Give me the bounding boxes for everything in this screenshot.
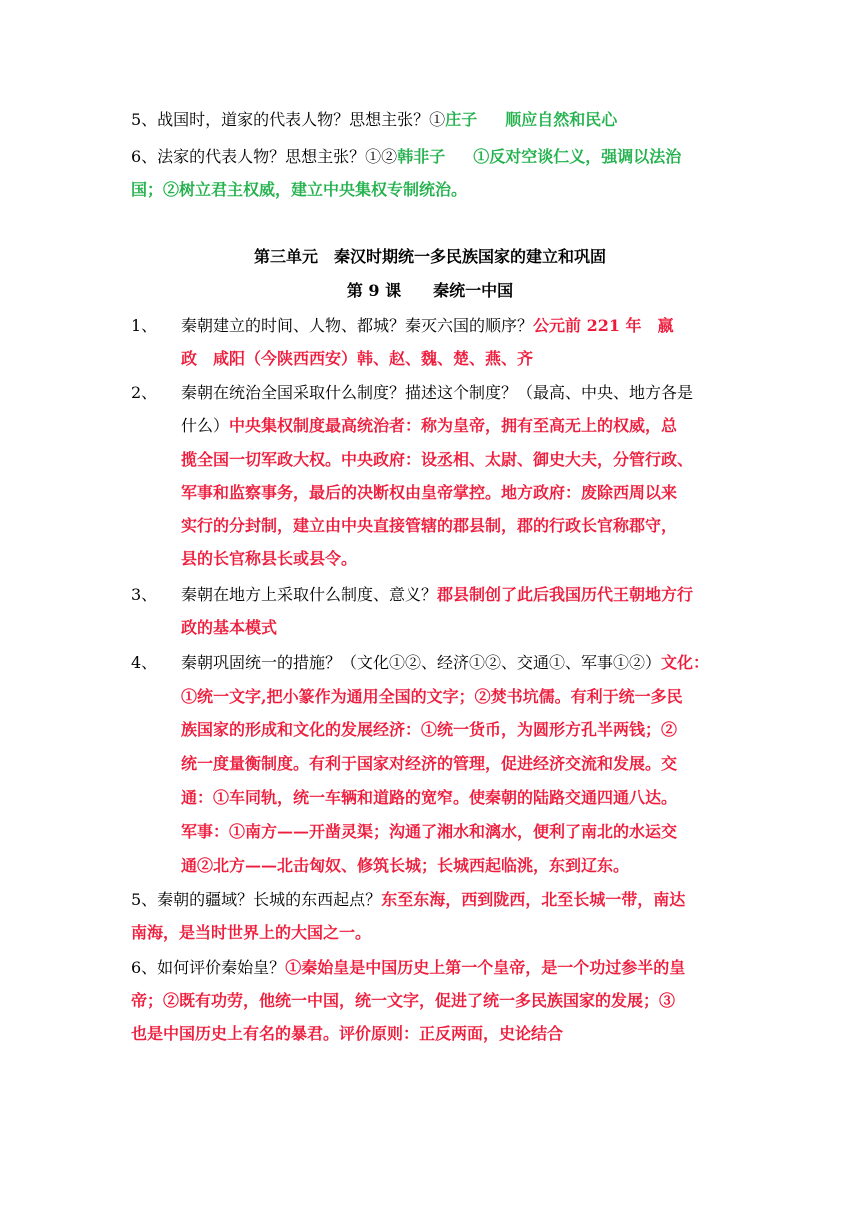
q6-question: 6、法家的代表人物？思想主张？①②	[131, 147, 398, 166]
unit-title: 第三单元 秦汉时期统一多民族国家的建立和巩固	[253, 247, 606, 266]
item-3-question: 秦朝在地方上采取什么制度、意义？	[181, 585, 438, 604]
item-4-line	[181, 651, 731, 675]
q6b-answer-line2: 帝；②既有功劳，他统一中国，统一文字，促进了统一多民族国家的发展；③	[131, 991, 676, 1010]
item-2-answer-line: 实行的分封制，建立由中央直接管辖的郡县制，郡的行政长官称郡守，	[181, 516, 678, 535]
q6b-line	[131, 956, 731, 980]
q6b-question: 6、如何评价秦始皇？	[131, 958, 286, 977]
q6-person: 韩非子	[397, 147, 446, 166]
q5b-line	[131, 888, 731, 912]
lesson-title: 第 9 课 秦统一中国	[346, 281, 514, 300]
item-2-answer-line: 县的长官称县长或县令。	[181, 549, 358, 568]
item-2-line2	[181, 414, 731, 438]
item-2-number: 2、	[131, 383, 158, 402]
q6-idea-line1: ①反对空谈仁义，强调以法治	[473, 147, 682, 166]
item-3-line	[181, 583, 731, 607]
q5-question: 5、战国时，道家的代表人物？思想主张？①	[131, 110, 446, 129]
q6-idea-line2: 国；②树立君主权威，建立中央集权专制统治。	[131, 180, 468, 199]
item-3-answer-line: 政的基本模式	[181, 618, 278, 637]
item-1-line	[181, 314, 731, 338]
item-4-answer-line: 通②北方——北击匈奴、修筑长城；长城西起临洮，东到辽东。	[181, 856, 630, 875]
item-4-answer-inline: 文化：	[661, 653, 710, 672]
item-2-question2: 什么）	[181, 416, 230, 435]
item-4-answer-line: ①统一文字,把小篆作为通用全国的文字；②焚书坑儒。有利于统一多民	[181, 687, 683, 706]
q5-line	[131, 108, 731, 132]
item-4-answer-line: 通：①车同轨，统一车辆和道路的宽窄。使秦朝的陆路交通四通八达。	[181, 788, 678, 807]
item-2-answer-line: 揽全国一切军政大权。中央政府：设丞相、太尉、御史大夫，分管行政、	[181, 450, 694, 469]
item-4-number: 4、	[131, 653, 158, 672]
item-4-answer-line: 族国家的形成和文化的发展经济：①统一货币，为圆形方孔半两钱；②	[181, 720, 678, 739]
q6b-answer-inline: ①秦始皇是中国历史上第一个皇帝，是一个功过参半的皇	[285, 958, 686, 977]
q6b-answer-line3: 也是中国历史上有名的暴君。评价原则：正反两面，史论结合	[131, 1024, 564, 1043]
item-2-question: 秦朝在统治全国采取什么制度？描述这个制度？（最高、中央、地方各是	[181, 383, 694, 402]
item-1-question: 秦朝建立的时间、人物、都城？秦灭六国的顺序？	[181, 316, 534, 335]
q5b-question: 5、秦朝的疆域？长城的东西起点？	[131, 890, 382, 909]
q5b-answer-inline: 东至东海，西到陇西，北至长城一带，南达	[381, 890, 686, 909]
q5-person: 庄子	[445, 110, 478, 129]
item-1-answer-line: 政 咸阳（今陕西西安）韩、赵、魏、楚、燕、齐	[181, 349, 534, 368]
item-3-number: 3、	[131, 585, 158, 604]
item-4-question: 秦朝巩固统一的措施？（文化①②、经济①②、交通①、军事①②）	[181, 653, 662, 672]
item-2-answer-line: 军事和监察事务，最后的决断权由皇帝掌控。地方政府：废除西周以来	[181, 483, 678, 502]
item-1-number: 1、	[131, 316, 158, 335]
q5-idea: 顺应自然和民心	[505, 110, 618, 129]
q5b-answer-line2: 南海，是当时世界上的大国之一。	[131, 923, 372, 942]
item-1-answer-inline: 公元前 221 年 嬴	[533, 316, 674, 335]
item-2-answer-inline: 中央集权制度最高统治者：称为皇帝，拥有至高无上的权威，总	[229, 416, 678, 435]
item-4-answer-line: 军事：①南方——开凿灵渠；沟通了湘水和漓水，便利了南北的水运交	[181, 822, 678, 841]
q6-line	[131, 145, 731, 169]
item-3-answer-inline: 郡县制创了此后我国历代王朝地方行	[437, 585, 694, 604]
item-4-answer-line: 统一度量衡制度。有利于国家对经济的管理，促进经济交流和发展。交	[181, 754, 678, 773]
